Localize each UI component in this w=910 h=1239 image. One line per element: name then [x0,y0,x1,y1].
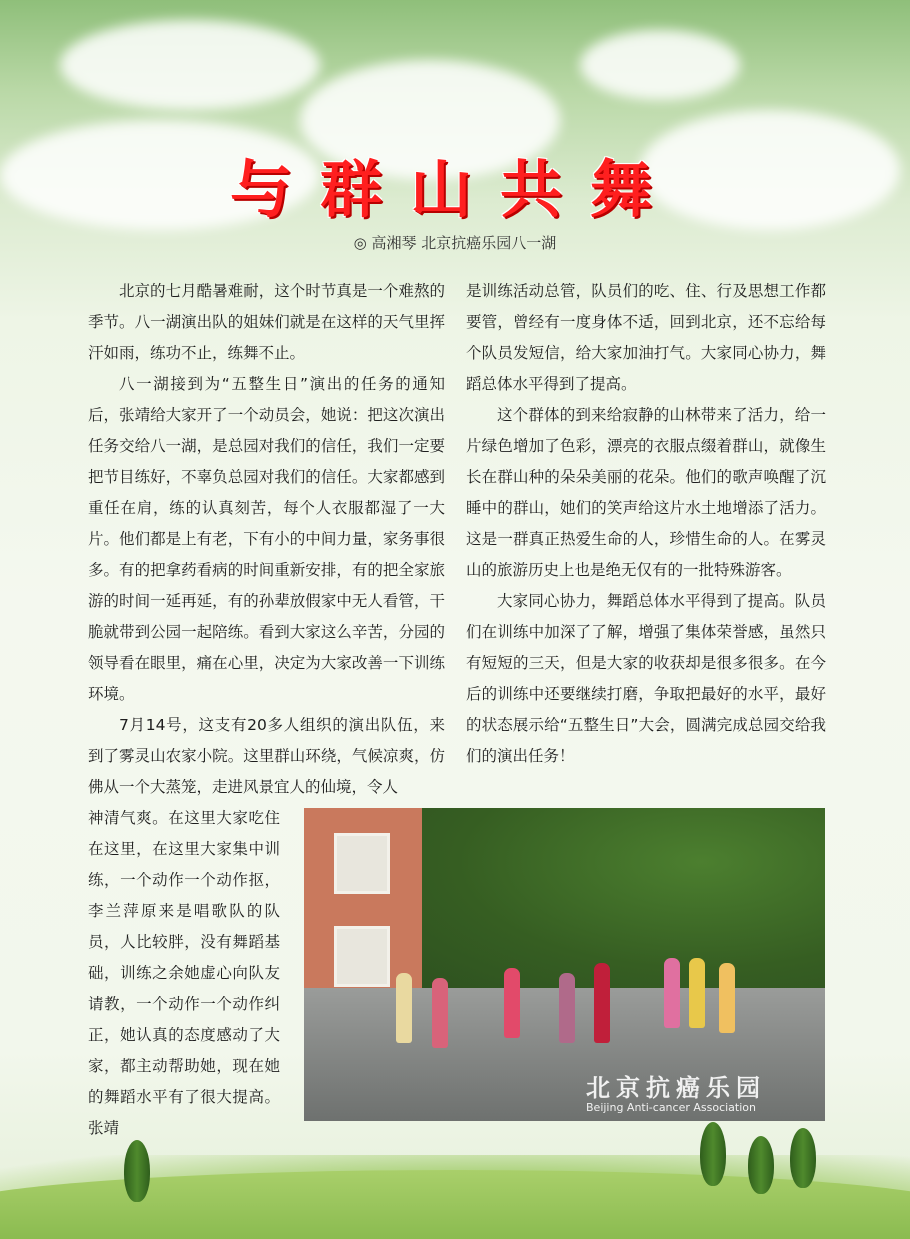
narrow-column [88,803,280,1144]
photo-watermark-en: Beijing Anti-cancer Association [586,1101,756,1114]
dance-practice-photo [304,808,825,1121]
paragraph: 八一湖接到为“五整生日”演出的任务的通知后，张靖给大家开了一个动员会，她说：把这次演出任务交给八一湖，是总园对我们的信任，我们一定要把节目练好，不辜负总园对我们的信任。大家都感到重任在肩，练的认真刻苦，每个人衣服都湿了一大片。他们都是上有老，下有小的中间力量，家务事很多。有的把拿药看病的时间重新安排，有的把全家旅游的时间一延再延，有的孙辈放假家中无人看管，干脆就带到公园一起陪练。看到大家这么辛苦，分园的领导看在眼里，痛在心里，决定为大家改善一下训练环境。 [88,375,445,703]
article-title: 与群山共舞 [229,153,680,226]
paragraph-continued: 是训练活动总管，队员们的吃、住、行及思想工作都要管，曾经有一度身体不适，回到北京，还不忘给每个队员发短信，给大家加油打气。大家同心协力，舞蹈总体水平得到了提高。 [466,282,826,393]
paragraph-continued: 神清气爽。在这里大家吃住在这里，在这里大家集中训练，一个动作一个动作抠，李兰萍原来是唱歌队的队员，人比较胖，没有舞蹈基础，训练之余她虚心向队友请教，一个动作一个动作纠正，她认真的态度感动了大家，都主动帮助她，现在她的舞蹈水平有了很大提高。张靖 [88,809,280,1137]
photo-dancer [664,958,680,1028]
photo-watermark: 北京抗癌乐园 [586,1074,766,1102]
tree-icon [700,1122,726,1186]
paragraph: 这个群体的到来给寂静的山林带来了活力，给一片绿色增加了色彩，漂亮的衣服点缀着群山，就像生长在群山种的朵朵美丽的花朵。他们的歌声唤醒了沉睡中的群山，她们的笑声给这片水土地增添了活力。这是一群真正热爱生命的人，珍惜生命的人。在雾灵山的旅游历史上也是绝无仅有的一批特殊游客。 [466,406,826,579]
photo-window [334,833,390,894]
tree-icon [124,1140,150,1202]
paragraph: 7月14号，这支有20多人组织的演出队伍，来到了雾灵山农家小院。这里群山环绕，气候凉爽，仿佛从一个大蒸笼，走进风景宜人的仙境，令人 [88,716,445,796]
photo-dancer [432,978,448,1048]
photo-dancer [396,973,412,1043]
right-column [466,276,826,772]
photo-dancer [559,973,575,1043]
photo-dancer [719,963,735,1033]
photo-dancer [594,963,610,1043]
tree-icon [790,1128,816,1188]
tree-icon [748,1136,774,1194]
cloud-decoration [60,20,320,110]
photo-dancer [504,968,520,1038]
article-byline: ◎ 高湘琴 北京抗癌乐园八一湖 [353,234,557,252]
photo-window [334,926,390,987]
cloud-decoration [580,30,740,100]
paragraph: 北京的七月酷暑难耐，这个时节真是一个难熬的季节。八一湖演出队的姐妹们就是在这样的天气里挥汗如雨，练功不止，练舞不止。 [88,282,445,362]
paragraph: 大家同心协力，舞蹈总体水平得到了提高。队员们在训练中加深了了解，增强了集体荣誉感，虽然只有短短的三天，但是大家的收获却是很多很多。在今后的训练中还要继续打磨，争取把最好的水平，最好的状态展示给“五整生日”大会，圆满完成总园交给我们的演出任务！ [466,592,826,765]
left-column [88,276,445,803]
photo-dancer [689,958,705,1028]
photo-hillside [414,808,825,988]
